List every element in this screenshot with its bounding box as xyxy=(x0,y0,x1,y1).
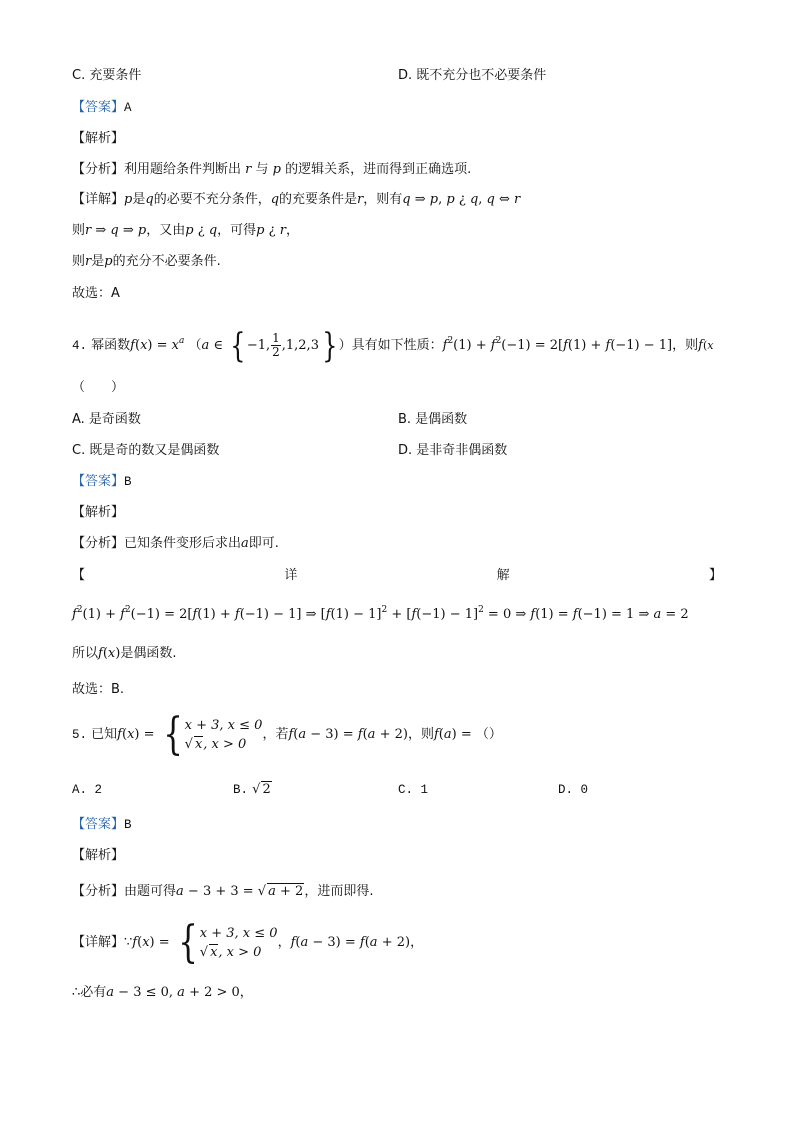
text: ，则 xyxy=(407,727,434,742)
option-label: B. xyxy=(233,783,249,797)
fenxi-tag: 【分析】 xyxy=(72,884,125,899)
q5-option-c: C. 1 xyxy=(398,783,429,797)
text: （） xyxy=(475,727,502,742)
text: ， xyxy=(285,223,299,238)
answer-value: B xyxy=(124,475,132,489)
q5-xiangjie: 【详解】∵f(x) = { x + 3, x ≤ 0 √ x, x > 0 ，f(a − 3) = f(a + 2)， xyxy=(72,916,424,968)
bracket-right: 】 xyxy=(708,568,722,583)
q3-line2: 则r ⇒ q ⇒ p，又由p ¿ q，可得p ¿ r， xyxy=(72,223,299,238)
q4-option-a: A. 是奇函数 xyxy=(72,412,141,427)
q3-answer xyxy=(72,98,132,118)
text: 是 xyxy=(132,192,146,207)
q5-answer xyxy=(72,815,132,835)
q5-therefore: ∴必有a − 3 ≤ 0, a + 2 > 0， xyxy=(72,985,253,1000)
q4-answer xyxy=(72,472,132,492)
q4-option-d: D. 是非奇非偶函数 xyxy=(398,443,508,458)
text: 是 xyxy=(91,254,105,269)
text: ，则 xyxy=(672,338,699,353)
text: （ xyxy=(188,338,202,353)
q4-fenxi: 【分析】已知条件变形后求出a即可. xyxy=(72,536,279,551)
answer-value: A xyxy=(124,101,132,115)
because-symbol: ∵ xyxy=(124,935,133,950)
text: ，又由 xyxy=(146,223,186,238)
answer-tag: 【答案】 xyxy=(72,100,125,115)
xiangjie-tag: 【详解】 xyxy=(72,192,125,207)
q4-conclusion: 所以f(x)是偶函数. xyxy=(72,646,177,661)
text: 已知 xyxy=(91,727,118,742)
q3-fenxi: 【分析】利用题给条件判断出 r 与 p 的逻辑关系，进而得到正确选项. xyxy=(72,162,472,177)
q5-option-b: B. √ 2 xyxy=(233,782,271,797)
fenxi-text: 与 xyxy=(255,162,269,177)
xiangjie-tag: 【详解】 xyxy=(72,935,125,950)
q4-derivation: $f^2(1) + f^2(-1) = 2[f(1) + f(-1) - 1]$ ⇒ $[f(1) - 1]^2 + [f(-1) - 1]^2 = 0$ ⇒ f(1) = f(−1) = 1 ⇒ a = 2 xyxy=(72,605,689,622)
q3-option-d: D. 既不充分也不必要条件 xyxy=(398,68,547,83)
q4-stem: 4. 幂函数$f(x) = x^a$ （a ∈ {−1, $\frac{1}{2}$ ,1,2,3}）具有如下性质：$f^2(1) + f^2(-1) = 2[f(1) + f(-1) - 1]$，则f(x xyxy=(72,325,714,366)
q4-jiexi-tag: 【解析】 xyxy=(72,505,125,520)
heading-char: 详 xyxy=(284,568,298,583)
q3-jiexi-tag: 【解析】 xyxy=(72,131,125,146)
fenxi-tag: 【分析】 xyxy=(72,536,125,551)
q3-guxuan: 故选：A xyxy=(72,286,120,301)
q3-line3: 则r是p的充分不必要条件. xyxy=(72,254,221,269)
question-number: 4. xyxy=(72,339,88,353)
heading-char: 解 xyxy=(496,568,510,583)
text: ，进而即得. xyxy=(304,884,374,899)
text: ， xyxy=(410,935,424,950)
q5-option-a: A. 2 xyxy=(72,783,103,797)
text: 由题可得 xyxy=(124,884,177,899)
fenxi-text: 的逻辑关系，进而得到正确选项. xyxy=(285,162,472,177)
q5-stem: 5. 已知f(x) = { x + 3, x ≤ 0 √ x, x > 0 ，若f(a − 3) = f(a + 2)，则f(a) = （） xyxy=(72,708,502,760)
text: ）具有如下性质： xyxy=(338,338,443,353)
text: ， xyxy=(239,985,253,1000)
q3-xiangjie: 【详解】p是q的必要不充分条件，q的充要条件是r，则有q ⇒ p, p ¿ q, q ⇔ r xyxy=(72,192,521,207)
q4-guxuan: 故选：B. xyxy=(72,682,125,697)
text: ，可得 xyxy=(217,223,257,238)
q3-option-c: C. 充要条件 xyxy=(72,68,142,83)
text: ，则有 xyxy=(363,192,403,207)
text: ∴必有 xyxy=(72,985,107,1000)
text: 已知条件变形后求出 xyxy=(124,536,242,551)
answer-value: B xyxy=(124,818,132,832)
text: 则 xyxy=(72,254,86,269)
q5-jiexi-tag: 【解析】 xyxy=(72,848,125,863)
q4-option-b: B. 是偶函数 xyxy=(398,412,468,427)
q4-xiangjie-heading xyxy=(72,566,722,586)
q5-option-d: D. 0 xyxy=(558,783,589,797)
text: ， xyxy=(277,935,291,950)
text: 的必要不充分条件， xyxy=(153,192,271,207)
q4-paren: （ ） xyxy=(72,380,125,395)
fenxi-text: 利用题给条件判断出 xyxy=(124,162,242,177)
text: 是偶函数. xyxy=(120,646,177,661)
text: 的充分不必要条件. xyxy=(112,254,221,269)
question-number: 5. xyxy=(72,728,88,742)
text: 的充要条件是 xyxy=(279,192,358,207)
answer-tag: 【答案】 xyxy=(72,474,125,489)
q4-option-c: C. 既是奇的数又是偶函数 xyxy=(72,443,220,458)
q5-fenxi: 【分析】由题可得a − 3 + 3 = √ a + 2，进而即得. xyxy=(72,884,374,899)
text: 幂函数 xyxy=(91,338,131,353)
text: ，若 xyxy=(262,727,289,742)
bracket-left: 【 xyxy=(72,568,86,583)
answer-tag: 【答案】 xyxy=(72,817,125,832)
fenxi-tag: 【分析】 xyxy=(72,162,125,177)
text: 则 xyxy=(72,223,86,238)
text: 所以 xyxy=(72,646,99,661)
text: 即可. xyxy=(248,536,279,551)
